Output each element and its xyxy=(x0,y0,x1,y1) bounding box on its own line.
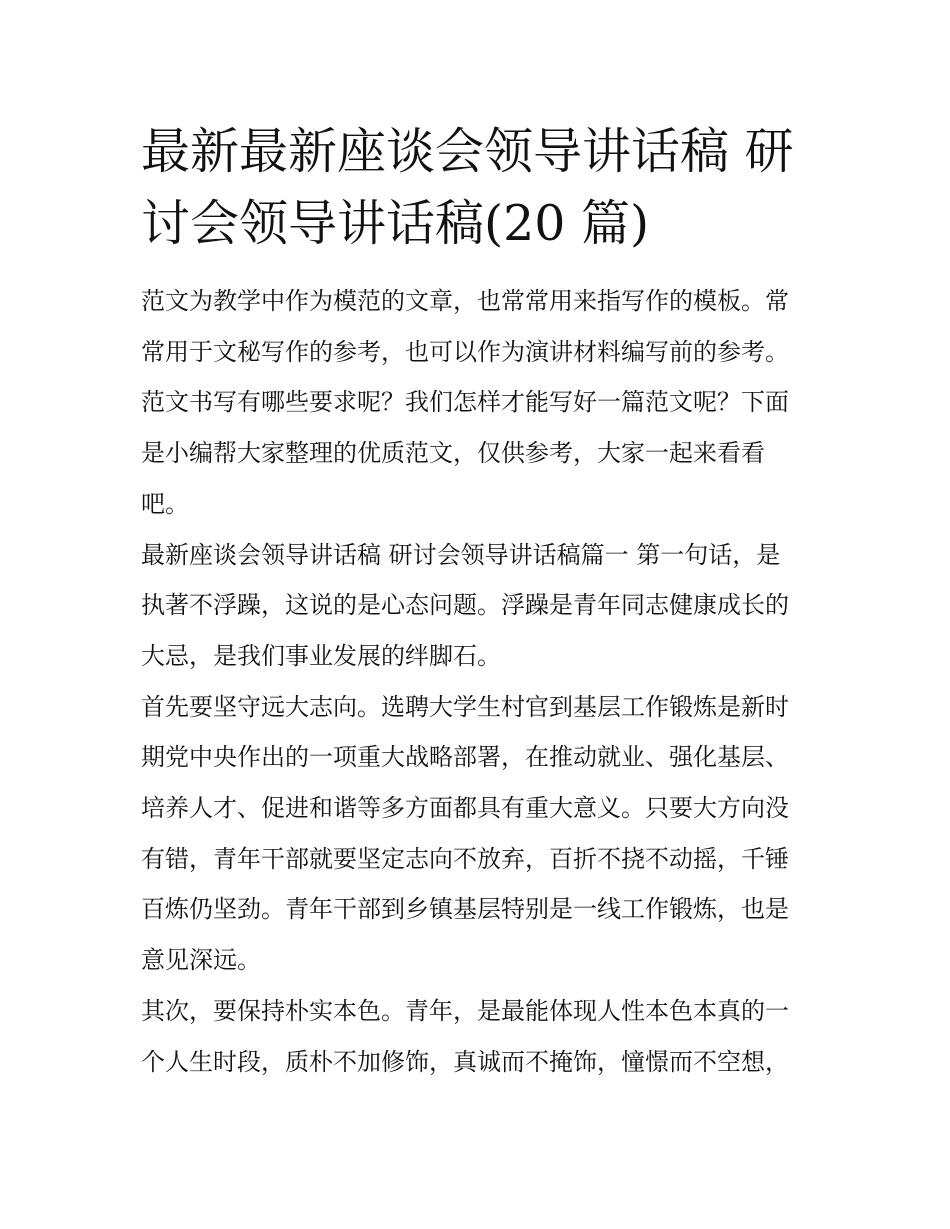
paragraph xyxy=(141,276,813,530)
text-line: 百炼仍坚劲。青年干部到乡镇基层特别是一线工作锻炼，也是 xyxy=(141,895,789,924)
text-line: 首先要坚守远大志向。选聘大学生村官到基层工作锻炼是新时 xyxy=(141,692,789,721)
text-line: 意见深远。 xyxy=(141,946,261,975)
text-line: 最新座谈会领导讲话稿 研讨会领导讲话稿篇一 第一句话，是 xyxy=(141,540,781,569)
text-line: 大忌，是我们事业发展的绊脚石。 xyxy=(141,641,501,670)
text-line: 范文书写有哪些要求呢？我们怎样才能写好一篇范文呢？下面 xyxy=(141,388,789,417)
paragraph xyxy=(141,682,813,986)
text-line: 培养人才、促进和谐等多方面都具有重大意义。只要大方向没 xyxy=(141,794,789,823)
text-line: 是小编帮大家整理的优质范文，仅供参考，大家一起来看看 xyxy=(141,439,765,468)
text-line: 范文为教学中作为模范的文章，也常常用来指写作的模板。常 xyxy=(141,287,789,315)
paragraph xyxy=(141,530,813,682)
text-line: 期党中央作出的一项重大战略部署，在推动就业、强化基层、 xyxy=(141,743,789,772)
document-title xyxy=(141,116,821,260)
text-line: 常用于文秘写作的参考，也可以作为演讲材料编写前的参考。 xyxy=(141,337,789,366)
text-line: 其次，要保持朴实本色。青年，是最能体现人性本色本真的一 xyxy=(141,996,789,1025)
title-line: 讨会领导讲话稿(20 篇) xyxy=(141,195,650,252)
text-line: 有错，青年干部就要坚定志向不放弃，百折不挠不动摇，千锤 xyxy=(141,844,789,873)
text-line: 执著不浮躁，这说的是心态问题。浮躁是青年同志健康成长的 xyxy=(141,591,789,620)
title-line: 最新最新座谈会领导讲话稿 研 xyxy=(141,123,794,180)
document-body xyxy=(141,276,813,1087)
text-line: 个人生时段，质朴不加修饰，真诚而不掩饰，憧憬而不空想， xyxy=(141,1047,789,1076)
text-line: 吧。 xyxy=(141,489,189,518)
paragraph xyxy=(141,986,813,1087)
